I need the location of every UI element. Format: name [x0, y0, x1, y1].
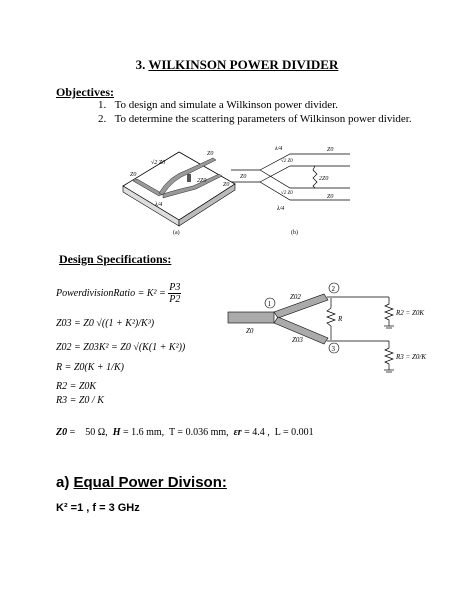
param-h-value: = 1.6 mm,	[122, 427, 165, 438]
label-sqrt2-z0: √2 Z0	[151, 160, 166, 166]
label-b-z0-in: Z0	[240, 174, 247, 180]
page-title	[0, 57, 474, 73]
z02-label: Z02	[290, 293, 301, 301]
objective-text: To design and simulate a Wilkinson power divider.	[114, 99, 338, 111]
label-b-quarter-wave-bottom: λ/4	[277, 206, 285, 212]
equation-z02: Z02 = Z03K² = Z0 √(K(1 + K²))	[56, 342, 186, 353]
label-quarter-wave: λ/4	[155, 202, 163, 208]
label-b-z0-out3: Z0	[327, 194, 334, 200]
param-er-value: = 4.4 ,	[244, 427, 270, 438]
port-1-label: 1	[267, 300, 271, 308]
eq1-lhs: PowerdivisionRatio = K² =	[56, 287, 166, 299]
section-a-title: Equal Power Divison:	[73, 474, 227, 491]
objective-text: To determine the scattering parameters of Wilkinson power divider.	[114, 113, 412, 125]
section-a-heading	[56, 474, 227, 491]
label-b-sqrt2-bottom: √2 Z0	[281, 191, 293, 196]
label-z0-in: Z0	[130, 172, 137, 178]
transmission-line-schematic	[231, 146, 350, 236]
caption-a: (a)	[173, 230, 180, 236]
equation-r: R = Z0(K + 1/K)	[56, 362, 124, 373]
z03-label: Z03	[292, 336, 303, 344]
eq1-denominator: P2	[169, 294, 181, 305]
objective-number: 2.	[98, 113, 107, 125]
title-number: 3.	[135, 57, 146, 72]
equation-power-ratio	[56, 282, 181, 305]
equation-r3: R3 = Z0 / K	[56, 395, 104, 406]
objective-item	[98, 112, 412, 126]
r3-label: R3 = Z0/K	[396, 353, 427, 361]
param-er-symbol: εr	[233, 427, 242, 438]
equation-r2: R2 = Z0K	[56, 381, 97, 392]
param-h-symbol: H	[112, 427, 121, 438]
wilkinson-figure	[115, 146, 355, 238]
r-label: R	[338, 315, 343, 323]
param-z0-value: 50 Ω,	[85, 427, 108, 438]
z0-label: Z0	[246, 327, 254, 335]
label-b-2z0: 2Z0	[319, 176, 329, 182]
substrate-parameters: Z0 = 50 Ω, H = 1.6 mm, T = 0.036 mm, εr = 4.4 , L = 0.001	[56, 427, 314, 438]
eq1-numerator: P3	[169, 282, 181, 293]
caption-b: (b)	[291, 230, 298, 236]
label-z0-out2: Z0	[207, 151, 214, 157]
objectives-heading: Objectives:	[56, 85, 114, 99]
param-l: L = 0.001	[274, 427, 314, 438]
port-2-label: 2	[331, 285, 335, 293]
label-b-z0-out2: Z0	[327, 147, 334, 153]
section-a-prefix: a)	[56, 474, 70, 491]
param-z0-symbol: Z0	[56, 427, 68, 438]
label-z0-out3: Z0	[223, 182, 230, 188]
objective-number: 1.	[98, 99, 107, 111]
r2-label: R2 = Z0K	[396, 309, 425, 317]
label-b-sqrt2-top: √2 Z0	[281, 159, 293, 164]
port-3-label: 3	[331, 345, 335, 353]
title-text: WILKINSON POWER DIVIDER	[148, 57, 339, 72]
design-heading: Design Specifications:	[59, 252, 172, 266]
objectives-list	[98, 98, 412, 126]
objective-item	[98, 98, 412, 112]
label-2z0: 2Z0	[197, 178, 207, 184]
label-b-quarter-wave-top: λ/4	[275, 146, 283, 152]
param-t: T = 0.036 mm,	[169, 427, 229, 438]
microstrip-layout-drawing	[123, 151, 235, 236]
equation-z03: Z03 = Z0 √((1 + K²)/K³)	[56, 318, 155, 329]
k-frequency-line: K² =1 , f = 3 GHz	[56, 502, 140, 514]
divider-circuit-diagram	[226, 278, 444, 382]
